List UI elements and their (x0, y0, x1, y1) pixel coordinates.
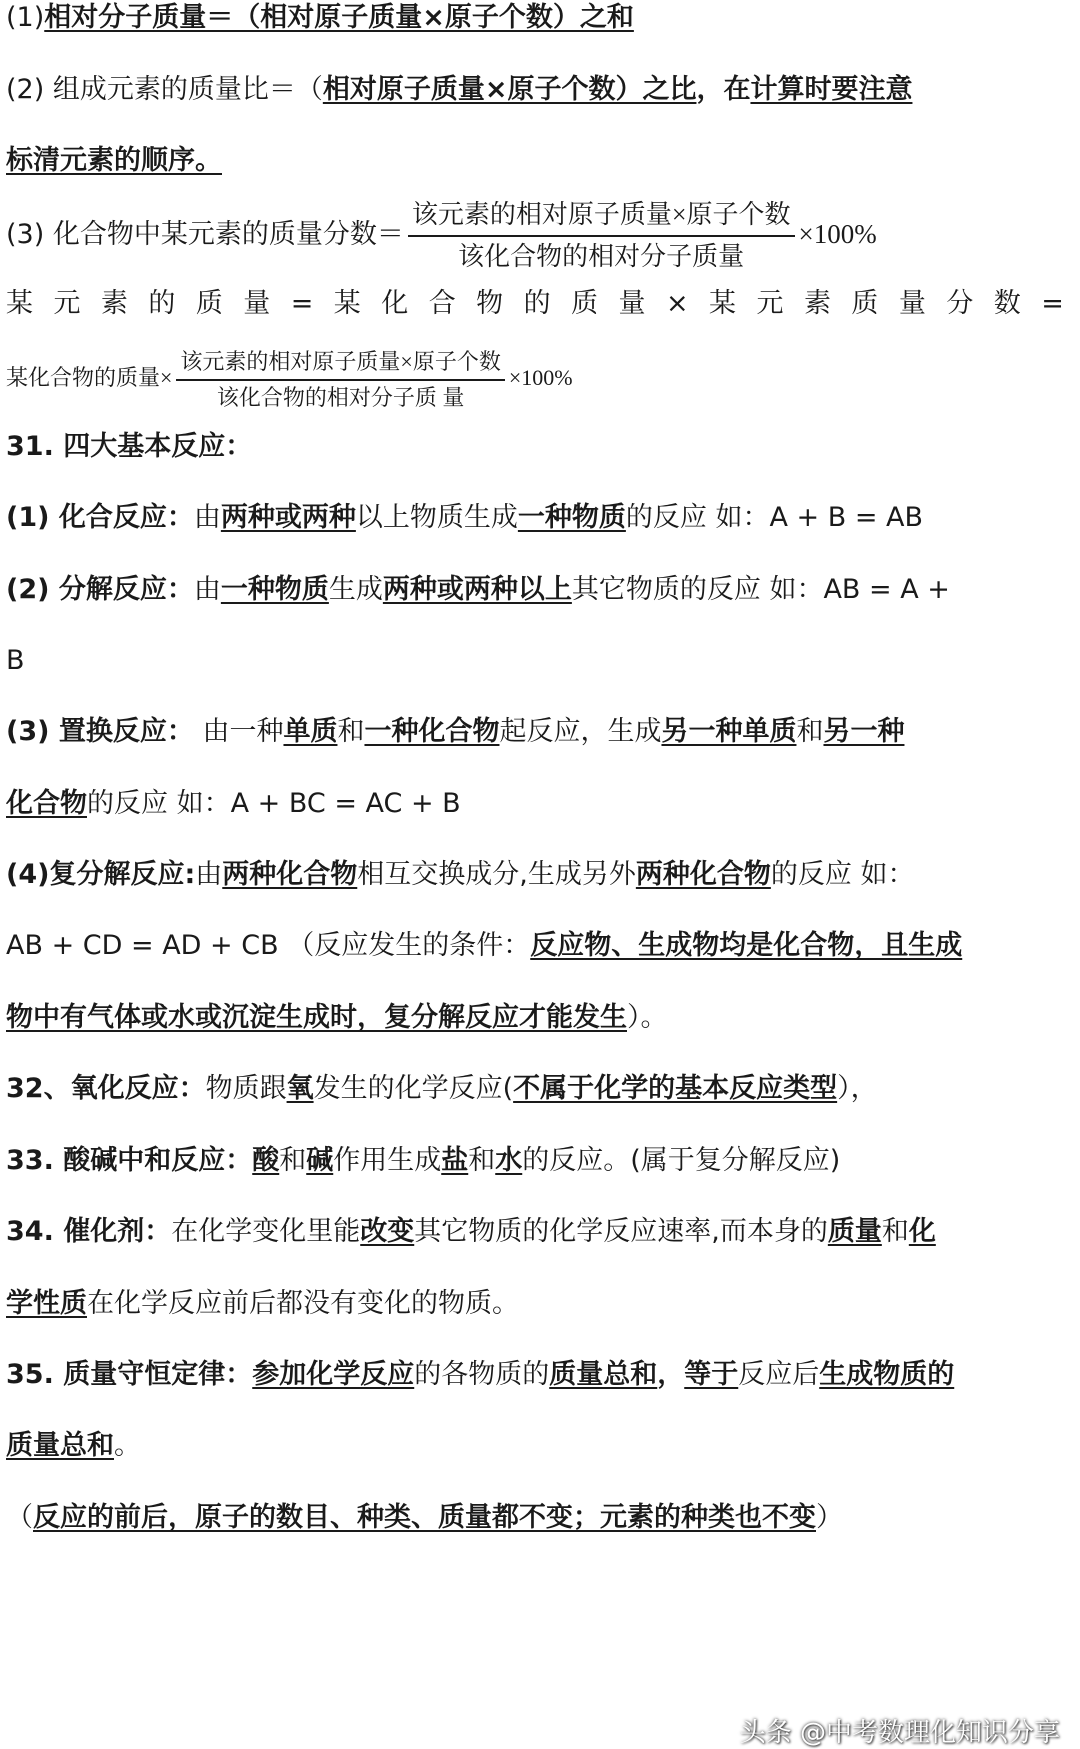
watermark: 头条 @中考数理化知识分享 (739, 1718, 1060, 1748)
combination-reaction: (1) 化合反应：由两种或两种以上物质生成一种物质的反应 如：A + B = AB (6, 502, 924, 533)
decomposition-reaction: (2) 分解反应：由一种物质生成两种或两种以上其它物质的反应 如：AB = A + (6, 574, 950, 605)
formula-mass-ratio-continued: 标清元素的顺序。 (6, 145, 222, 176)
conservation-of-mass: 35. 质量守恒定律：参加化学反应的各物质的质量总和，等于反应后生成物质的 (6, 1359, 955, 1390)
decomposition-reaction-continued: B (6, 645, 25, 676)
double-decomposition-condition: AB + CD = AD + CB （反应发生的条件：反应物、生成物均是化合物，且生成 (6, 930, 963, 961)
neutralization-reaction: 33. 酸碱中和反应：酸和碱作用生成盐和水的反应。(属于复分解反应) (6, 1145, 841, 1176)
displacement-reaction-continued: 化合物的反应 如：A + BC = AC + B (6, 788, 461, 819)
conservation-of-mass-note: （反应的前后，原子的数目、种类、质量都不变；元素的种类也不变） (6, 1502, 843, 1533)
oxidation-reaction: 32、氧化反应：物质跟氧发生的化学反应(不属于化学的基本反应类型）， (6, 1073, 878, 1104)
formula-mass-ratio: (2) 组成元素的质量比＝（相对原子质量×原子个数）之比，在计算时要注意 (6, 74, 913, 105)
catalyst-definition: 34. 催化剂：在化学变化里能改变其它物质的化学反应速率,而本身的质量和化 (6, 1216, 936, 1247)
double-decomposition-reaction: (4)复分解反应:由两种化合物相互交换成分,生成另外两种化合物的反应 如： (6, 859, 915, 890)
element-mass-expression: $\frac{\text{该元素的相对原子质量×原子个数}}{\text{该化合物的相对分子质 量}}$ (176, 347, 504, 413)
mass-fraction-expression: $\frac{\text{该元素的相对原子质量×原子个数}}{\text{该化合物的相对分子质量}}$ (408, 197, 795, 275)
formula-mass-fraction: (3) 化合物中某元素的质量分数＝ $\frac{\text{该元素的相对原子质量×原子个数}}{\text{该化合物的相对分子质量}}$ ×100% (6, 196, 1064, 272)
catalyst-definition-continued: 学性质在化学反应前后都没有变化的物质。 (6, 1288, 519, 1319)
displacement-reaction: (3) 置换反应： 由一种单质和一种化合物起反应，生成另一种单质和另一种 (6, 716, 905, 747)
formula-element-mass: 某 元 素 的 质 量 = 某 化 合 物 的 质 量 × 某 元 素 质 量 分 数 = (6, 288, 1064, 319)
double-decomposition-condition-continued: 物中有气体或水或沉淀生成时，复分解反应才能发生）。 (6, 1002, 668, 1033)
conservation-of-mass-continued: 质量总和。 (6, 1430, 141, 1461)
formula-element-mass-expanded: 某化合物的质量× $\frac{\text{该元素的相对原子质量×原子个数}}{\text{该化合物的相对分子质 量}}$ ×100% (6, 344, 1064, 412)
formula-relative-molecular-mass: (1)相对分子质量＝（相对原子质量×原子个数）之和 (6, 2, 634, 33)
section-heading-31: 31. 四大基本反应： (6, 431, 253, 462)
